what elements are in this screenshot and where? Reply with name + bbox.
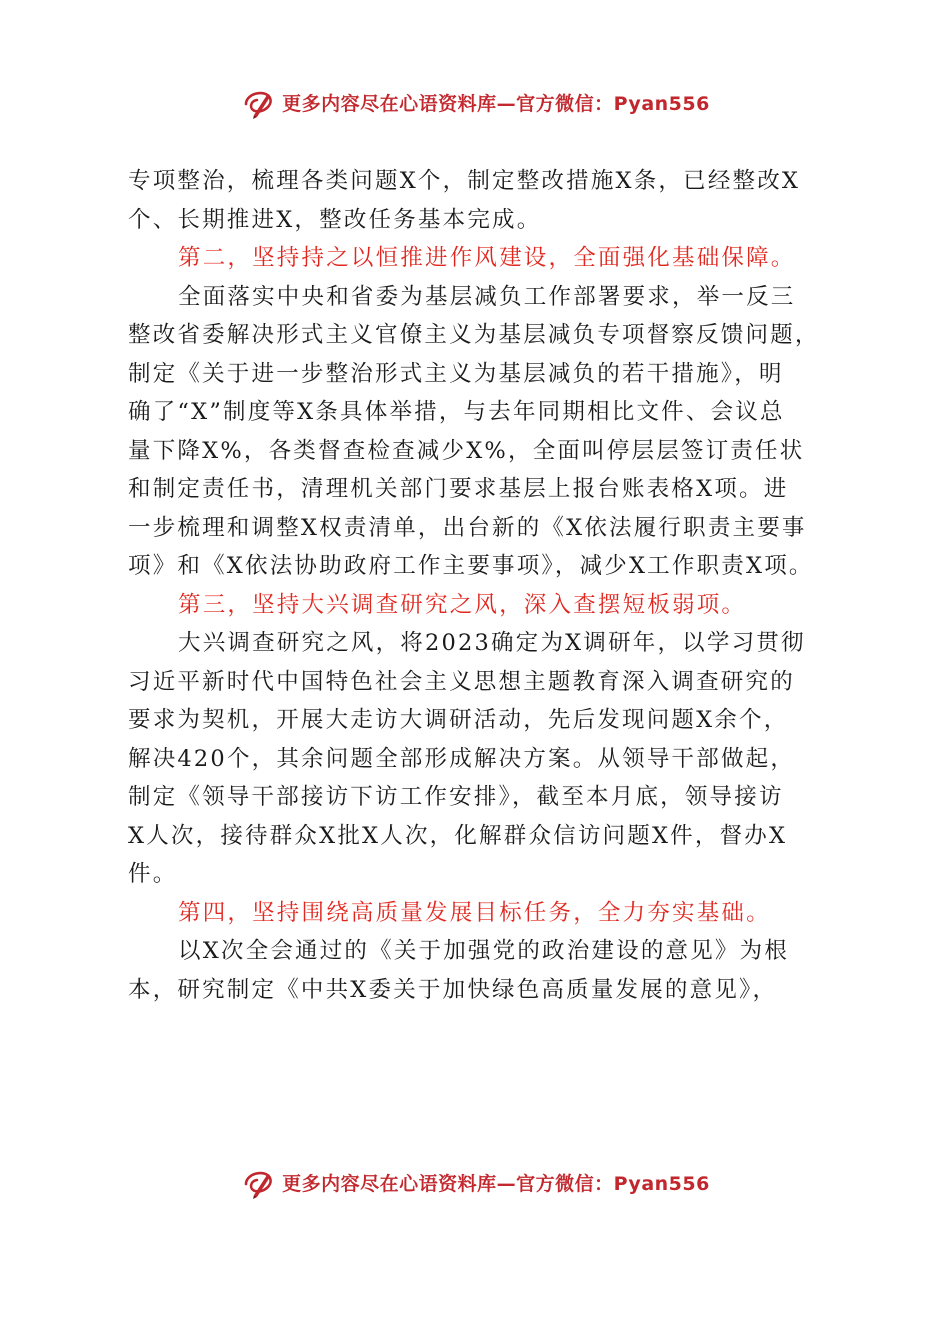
paragraph-line: 习近平新时代中国特色社会主义思想主题教育深入调查研究的 bbox=[128, 668, 795, 695]
paragraph-line: 专项整治，梳理各类问题X个，制定整改措施X条，已经整改X bbox=[128, 168, 801, 194]
paragraph-line: X人次，接待群众X批X人次，化解群众信访问题X件，督办X bbox=[128, 822, 788, 849]
paragraph-line: 制定《关于进一步整治形式主义为基层减负的若干措施》，明 bbox=[128, 360, 784, 387]
paragraph-line: 解决420个，其余问题全部形成解决方案。从领导干部做起， bbox=[128, 745, 796, 772]
paragraph-line: 要求为契机，开展大走访大调研活动，先后发现问题X余个， bbox=[128, 707, 789, 733]
paragraph-line: 件。 bbox=[128, 861, 178, 887]
paragraph-line: 确了“X”制度等X条具体举措，与去年同期相比文件、会议总 bbox=[128, 399, 785, 425]
footer-banner bbox=[0, 1160, 950, 1204]
section-heading: 第三，坚持大兴调查研究之风，深入查摆短板弱项。 bbox=[178, 591, 747, 618]
paragraph-line: 和制定责任书，清理机关部门要求基层上报台账表格X项。进 bbox=[128, 476, 789, 502]
paragraph-line: 大兴调查研究之风，将2023确定为X调研年，以学习贯彻 bbox=[178, 630, 806, 656]
paragraph-line: 以X次全会通过的《关于加强党的政治建设的意见》为根 bbox=[178, 938, 790, 964]
pen-swirl-logo-icon bbox=[240, 1164, 276, 1200]
paragraph-line: 制定《领导干部接访下访工作安排》，截至本月底，领导接访 bbox=[128, 784, 784, 810]
header-banner bbox=[0, 80, 950, 124]
paragraph-line: 个、长期推进X，整改任务基本完成。 bbox=[128, 206, 542, 233]
paragraph-line: 一步梳理和调整X权责清单，出台新的《X依法履行职责主要事 bbox=[128, 514, 807, 541]
paragraph-line: 项》和《X依法协助政府工作主要事项》，减少X工作职责X项。 bbox=[128, 553, 814, 579]
paragraph-line: 本，研究制定《中共X委关于加快绿色高质量发展的意见》， bbox=[128, 976, 778, 1003]
header-banner-text: 更多内容尽在心语资料库—官方微信：Pyan556 bbox=[282, 92, 710, 115]
paragraph-line: 全面落实中央和省委为基层减负工作部署要求，举一反三 bbox=[178, 283, 796, 310]
footer-banner-text: 更多内容尽在心语资料库—官方微信：Pyan556 bbox=[282, 1172, 710, 1195]
paragraph-line: 量下降X%，各类督查检查减少X%，全面叫停层层签订责任状 bbox=[128, 437, 805, 464]
section-heading: 第二，坚持持之以恒推进作风建设，全面强化基础保障。 bbox=[178, 245, 796, 271]
paragraph-line: 整改省委解决形式主义官僚主义为基层减负专项督察反馈问题， bbox=[128, 322, 820, 348]
document-body bbox=[128, 162, 832, 1009]
pen-swirl-logo-icon bbox=[240, 84, 276, 120]
section-heading: 第四，坚持围绕高质量发展目标任务，全力夯实基础。 bbox=[178, 899, 771, 926]
